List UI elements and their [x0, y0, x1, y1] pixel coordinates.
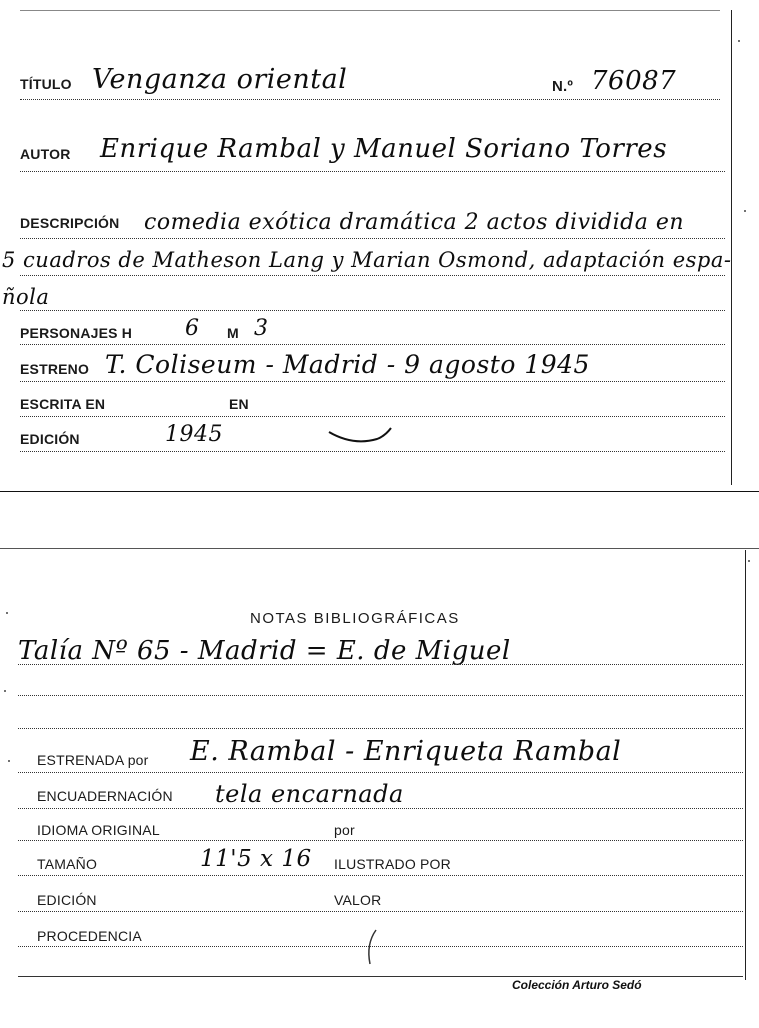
- descripcion-line-1-rule: [20, 238, 725, 239]
- edicion-valor-rule: [18, 911, 743, 912]
- tamano-label: TAMAÑO: [37, 856, 98, 872]
- estrenada-por-label: ESTRENADA por: [37, 752, 149, 768]
- procedencia-label: PROCEDENCIA: [37, 928, 142, 944]
- card-bottom-edge-right: [745, 550, 746, 980]
- encuadernacion-value: tela encarnada: [215, 780, 404, 808]
- ilustrado-por-label: ILUSTRADO POR: [334, 856, 451, 872]
- catalog-card-bottom: [0, 540, 759, 1028]
- escrita-en-line: [20, 416, 725, 417]
- personajes-m-label: M: [227, 325, 239, 341]
- estrenada-rule: [18, 772, 743, 773]
- numero-label: N.º: [552, 78, 574, 95]
- notas-rule-2: [18, 695, 743, 696]
- titulo-value: Venganza oriental: [92, 64, 348, 95]
- personajes-h-value: 6: [185, 316, 200, 341]
- edicion-label: EDICIÓN: [20, 431, 80, 447]
- encuadernacion-rule: [18, 808, 743, 809]
- card-separator-line: [0, 491, 759, 492]
- personajes-m-value: 3: [254, 316, 269, 341]
- autor-label: AUTOR: [20, 146, 71, 162]
- escrita-en-2-label: EN: [229, 396, 249, 412]
- scan-speck: [738, 40, 740, 42]
- bottom-edicion-label: EDICIÓN: [37, 892, 97, 908]
- scan-speck: [8, 760, 10, 762]
- catalog-card-top: [0, 0, 759, 495]
- descripcion-line-2-rule: [20, 275, 725, 276]
- descripcion-line-3: ñola: [2, 285, 50, 309]
- card-bottom-top-border: [0, 548, 759, 549]
- escrita-en-label: ESCRITA EN: [20, 396, 106, 412]
- titulo-line: [20, 99, 720, 100]
- scan-speck: [4, 690, 6, 692]
- estreno-value: T. Coliseum - Madrid - 9 agosto 1945: [105, 350, 590, 379]
- idioma-original-label: IDIOMA ORIGINAL: [37, 822, 160, 838]
- encuadernacion-label: ENCUADERNACIÓN: [37, 788, 173, 804]
- procedencia-rule: [18, 946, 743, 947]
- autor-line: [20, 171, 725, 172]
- idioma-por-label: por: [334, 822, 355, 838]
- edicion-value: 1945: [165, 422, 223, 447]
- estrenada-por-value: E. Rambal - Enriqueta Rambal: [190, 736, 622, 767]
- ink-stroke: [325, 424, 395, 448]
- estreno-label: ESTRENO: [20, 361, 90, 377]
- edicion-line: [20, 451, 725, 452]
- scan-speck: [6, 612, 8, 614]
- tamano-value: 11'5 x 16: [200, 846, 312, 872]
- autor-value: Enrique Rambal y Manuel Soriano Torres: [100, 134, 668, 164]
- estreno-line: [20, 381, 725, 382]
- descripcion-line-3-rule: [20, 310, 725, 311]
- scan-speck: [744, 210, 746, 212]
- notas-rule-1: [18, 664, 743, 665]
- numero-value: 76087: [591, 66, 677, 96]
- notas-heading: NOTAS BIBLIOGRÁFICAS: [250, 610, 460, 627]
- notas-rule-3: [18, 728, 743, 729]
- titulo-label: TÍTULO: [20, 76, 72, 92]
- collection-credit: Colección Arturo Sedó: [512, 978, 642, 992]
- scan-speck: [748, 560, 750, 562]
- personajes-line: [20, 344, 725, 345]
- descripcion-label: DESCRIPCIÓN: [20, 215, 120, 231]
- descripcion-line-1: comedia exótica dramática 2 actos dividida en: [144, 210, 685, 235]
- card-top-border: [20, 10, 720, 11]
- tamano-rule: [18, 875, 743, 876]
- descripcion-line-2: 5 cuadros de Matheson Lang y Marian Osmond, adaptación espa-: [2, 248, 732, 272]
- personajes-label: PERSONAJES H: [20, 325, 133, 341]
- notas-line-1: Talía Nº 65 - Madrid = E. de Miguel: [18, 636, 511, 666]
- valor-label: VALOR: [334, 892, 382, 908]
- card-bottom-base-line: [18, 976, 743, 977]
- ink-mark: [360, 928, 384, 968]
- idioma-rule: [18, 840, 743, 841]
